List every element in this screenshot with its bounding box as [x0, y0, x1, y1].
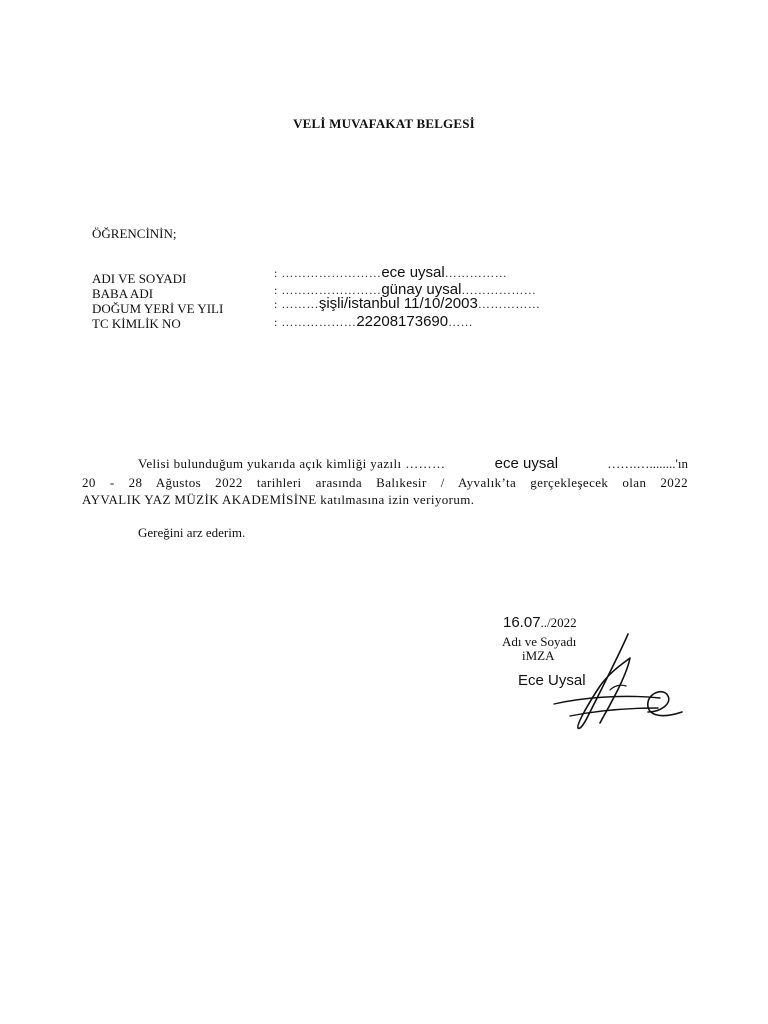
field-dots: ……………… [461, 283, 537, 297]
body-line-3: AYVALIK YAZ MÜZİK AKADEMİSİNE katılmasına izin veriyorum. [82, 492, 475, 507]
field-value-tc: 22208173690 [356, 313, 449, 330]
field-label-tc: TC KİMLİK NO [92, 316, 181, 331]
body-line-1-start: Velisi bulunduğum yukarıda açık kimliği yazılı ……… [138, 456, 446, 471]
body-line-1-end: …….…........'ın [607, 456, 688, 471]
field-label-name: ADI VE SOYADI [92, 271, 187, 286]
field-dots: …………… [444, 266, 508, 280]
field-value-birth: şişli/istanbul 11/10/2003 [318, 295, 478, 312]
signature-year: ../2022 [540, 615, 577, 630]
body-line-1 [138, 455, 688, 472]
signature-day-month: 16.07 [503, 614, 541, 631]
field-label-father: BABA ADI [92, 286, 154, 301]
field-row-tc [274, 313, 473, 333]
field-dots: : ……… [274, 297, 319, 311]
closing-text: Gereğini arz ederim. [138, 525, 246, 540]
handwritten-signature [540, 628, 690, 738]
field-label-birth: DOĞUM YERİ VE YILI [92, 301, 224, 316]
field-dots: : …………………… [274, 266, 382, 280]
signature-sign-label: iMZA [522, 648, 555, 663]
body-student-name: ece uysal [494, 455, 559, 472]
field-row-birth [274, 295, 540, 315]
field-value-name: ece uysal [381, 264, 445, 281]
field-dots: …… [448, 315, 474, 329]
field-dots: : …………………… [274, 283, 382, 297]
body-line-2: 20 - 28 Ağustos 2022 tarihleri arasında Balıkesir / Ayvalık’ta gerçekleşecek olan 2022 [82, 475, 688, 490]
section-heading: ÖĞRENCİNİN; [92, 226, 177, 241]
field-dots: …………… [477, 297, 541, 311]
signer-name: Ece Uysal [518, 672, 586, 689]
field-value-father: günay uysal [381, 281, 462, 298]
document-title: VELİ MUVAFAKAT BELGESİ [293, 116, 475, 131]
field-dots: : ……………… [274, 315, 357, 329]
signature-name-label: Adı ve Soyadı [502, 634, 577, 649]
